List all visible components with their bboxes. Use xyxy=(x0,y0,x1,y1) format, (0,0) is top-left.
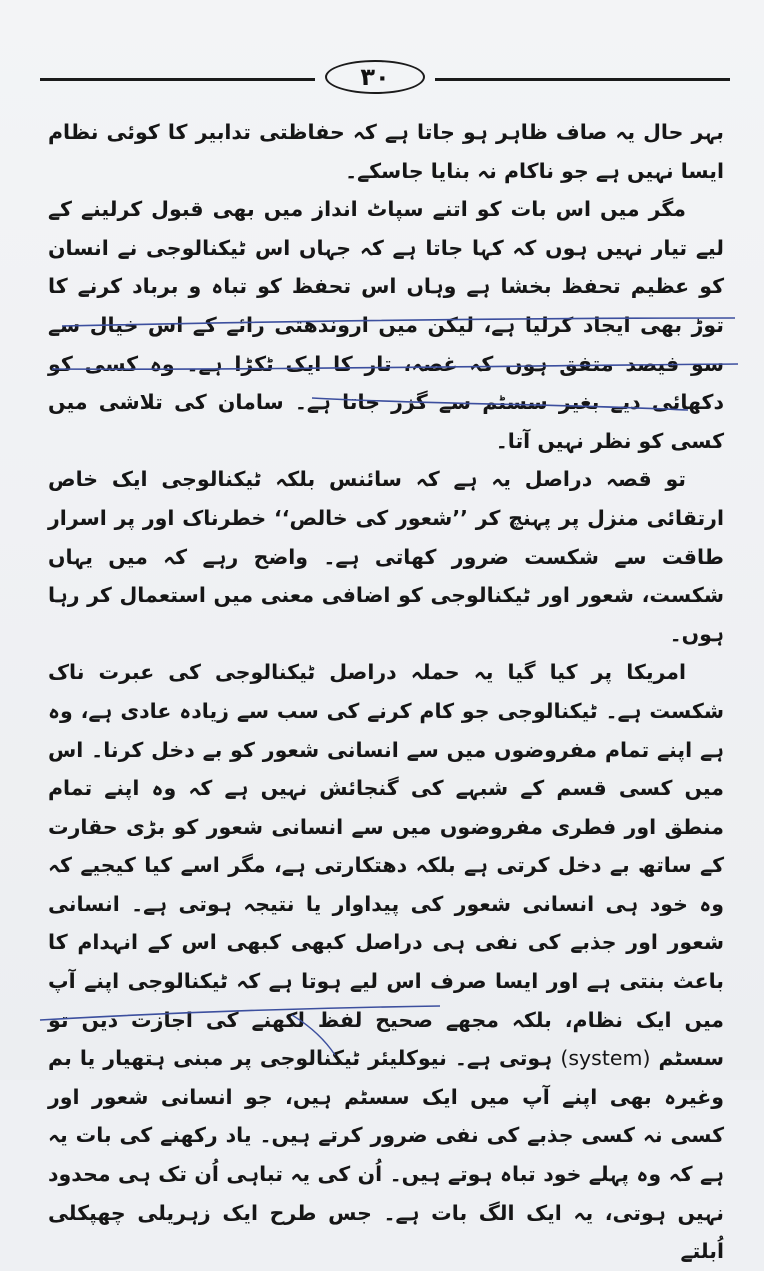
latin-term: (system) xyxy=(560,1046,651,1071)
paragraph-text: امریکا پر کیا گیا یہ حملہ دراصل ٹیکنالوجی کی عبرت ناک شکست ہے۔ ٹیکنالوجی جو کام کرنے کی سب سے زیادہ عادی ہے، وہ ہے اپنے تمام مفروضوں میں سے انسانی شعور کو بے دخل کرنا۔ اس میں کسی قسم کے شبہے کی گنجائش نہیں ہے کہ وہ اپنے تمام منطق اور فطری مفروضوں میں سے انسانی شعور کو بڑی حقارت کے ساتھ بے دخل کرتی ہے بلکہ دھتکارتی ہے، مگر اسے کیا کیجیے کہ وہ خود ہی انسانی شعور کی پیداوار یا نتیجہ ہوتی ہے۔ انسانی شعور اور جذبے کی نفی ہی دراصل کبھی کبھی اس کے انہدام کا باعث بنتی ہے اور ایسا صرف اس لیے ہوتا ہے کہ ٹیکنالوجی اپنے آپ میں ایک نظام، بلکہ مجھے صحیح لفظ لکھنے کی اجازت دیں تو سسٹم xyxy=(48,660,725,1071)
paragraph xyxy=(48,653,724,1271)
header-rule-right xyxy=(435,78,730,81)
paragraph: مگر میں اس بات کو اتنے سپاٹ انداز میں بھی قبول کرلینے کے لیے تیار نہیں ہوں کہ کہا جاتا ہے کہ جہاں اس ٹیکنالوجی نے انسان کو عظیم تحفظ بخشا ہے وہاں اس تحفظ کو تباہ و برباد کرنے کا توڑ بھی ایجاد کرلیا ہے، لیکن میں اروندھتی رائے کے اس خیال سے سو فیصد متفق ہوں کہ غصہ، تار کا ایک ٹکڑا ہے۔ وہ کسی کو دکھائی دیے بغیر سسٹم سے گزر جاتا ہے۔ سامان کی تلاشی میں کسی کو نظر نہیں آتا۔ xyxy=(48,197,724,453)
paragraph-text-continued: ہوتی ہے۔ نیوکلیئر ٹیکنالوجی پر مبنی ہتھیار یا بم وغیرہ بھی اپنے آپ میں ایک سسٹم ہیں، جو انسانی شعور اور کسی نہ کسی جذبے کی نفی ضرور کرتے ہیں۔ یاد رکھنے کی بات یہ ہے کہ وہ پہلے خود تباہ ہوتے ہیں۔ اُن کی یہ تباہی اُن تک ہی محدود نہیں ہوتی، یہ ایک الگ بات ہے۔ جس طرح ایک زہریلی چھپکلی اُبلتے xyxy=(48,1046,724,1264)
header-rule-left xyxy=(40,78,315,81)
page-header xyxy=(40,56,730,96)
paragraph: بہر حال یہ صاف ظاہر ہو جاتا ہے کہ حفاظتی تدابیر کا کوئی نظام ایسا نہیں ہے جو ناکام نہ بنایا جاسکے۔ xyxy=(48,120,724,183)
paragraph: تو قصہ دراصل یہ ہے کہ سائنس بلکہ ٹیکنالوجی ایک خاص ارتقائی منزل پر پہنچ کر ’’شعور کی خالص‘‘ خطرناک اور پر اسرار طاقت سے شکست ضرور کھاتی ہے۔ واضح رہے کہ میں یہاں شکست، شعور اور ٹیکنالوجی کو اضافی معنی میں استعمال کر رہا ہوں۔ xyxy=(48,467,724,646)
body-text xyxy=(48,113,724,1271)
page-number: ۳۰ xyxy=(325,60,425,94)
